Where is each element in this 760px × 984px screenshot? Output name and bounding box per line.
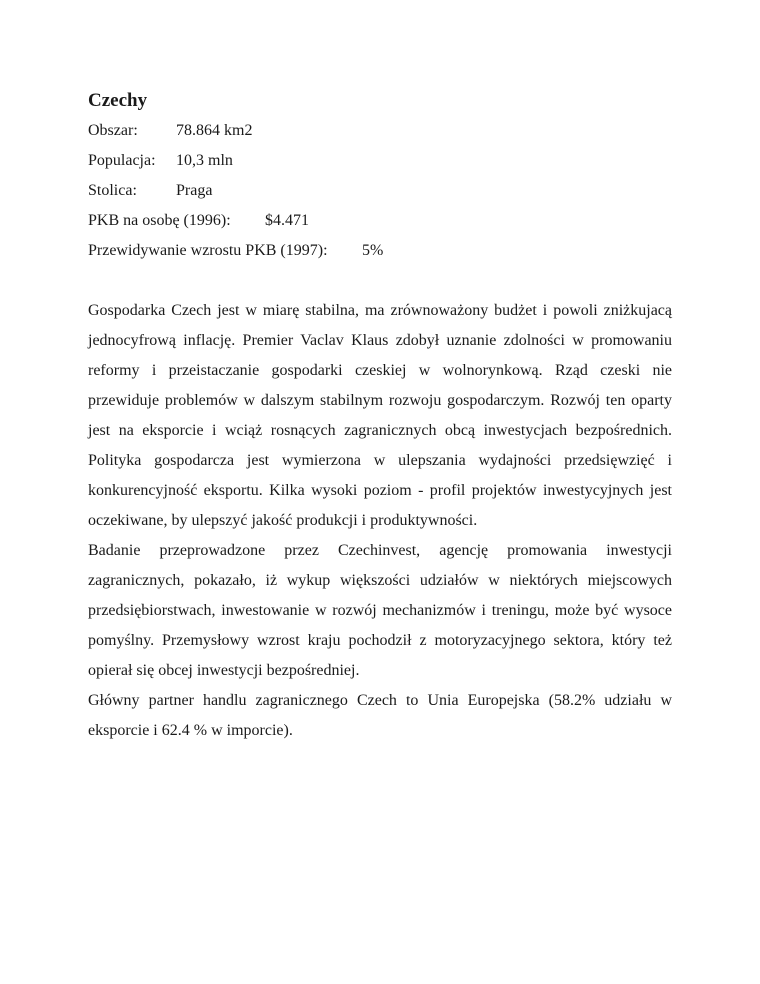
fact-population <box>88 146 672 176</box>
document-title: Czechy <box>88 90 148 111</box>
fact-value-capital: Praga <box>176 182 213 199</box>
fact-value-population: 10,3 mln <box>176 152 233 169</box>
fact-label-gdp-growth: Przewidywanie wzrostu PKB (1997): <box>88 242 328 259</box>
fact-label-gdp-per-capita: PKB na osobę (1996): <box>88 212 231 229</box>
paragraph-trade-partner: Główny partner handlu zagranicznego Czech to Unia Europejska (58.2% udziału w eksporcie i 62.4 % w imporcie). <box>88 692 672 739</box>
fact-gdp-per-capita <box>88 206 672 236</box>
fact-label-population: Populacja: <box>88 152 156 169</box>
blank-line <box>88 266 672 296</box>
fact-value-gdp-growth: 5% <box>362 242 384 259</box>
paragraph-economy: Gospodarka Czech jest w miarę stabilna, ma zrównoważony budżet i powoli zniżkujacą jednocyfrową inflację. Premier Vaclav Klaus zdobył uznanie zdolności w promowaniu reformy i przeistaczanie gospodarki czeskiej w wolnorynkową. Rząd czeski nie przewiduje problemów w dalszym stabilnym rozwoju gospodarczym. Rozwój ten oparty jest na eksporcie i wciąż rosnących zagranicznych obcą inwestycjach bezpośrednich. Polityka gospodarcza jest wymierzona w ulepszania wydajności przedsięwzięć i konkurencyjność eksportu. Kilka wysoki poziom - profil projektów inwestycyjnych jest oczekiwane, by ulepszyć jakość produkcji i produktywności. <box>88 302 672 529</box>
facts-list <box>88 116 672 266</box>
fact-value-gdp-per-capita: $4.471 <box>265 212 309 229</box>
paragraph-czechinvest: Badanie przeprowadzone przez Czechinvest, agencję promowania inwestycji zagranicznych, pokazało, iż wykup większości udziałów w niektórych miejscowych przedsiębiorstwach, inwestowanie w rozwój mechanizmów i treningu, może być wysoce pomyślny. Przemysłowy wzrost kraju pochodził z motoryzacyjnego sektora, który też opierał się obcej inwestycji bezpośredniej. <box>88 542 672 679</box>
body-text <box>88 296 672 746</box>
document-page <box>88 86 672 746</box>
fact-area <box>88 116 672 146</box>
fact-capital <box>88 176 672 206</box>
fact-value-area: 78.864 km2 <box>176 122 253 139</box>
fact-gdp-growth <box>88 236 672 266</box>
fact-label-capital: Stolica: <box>88 182 137 199</box>
fact-label-area: Obszar: <box>88 122 138 139</box>
